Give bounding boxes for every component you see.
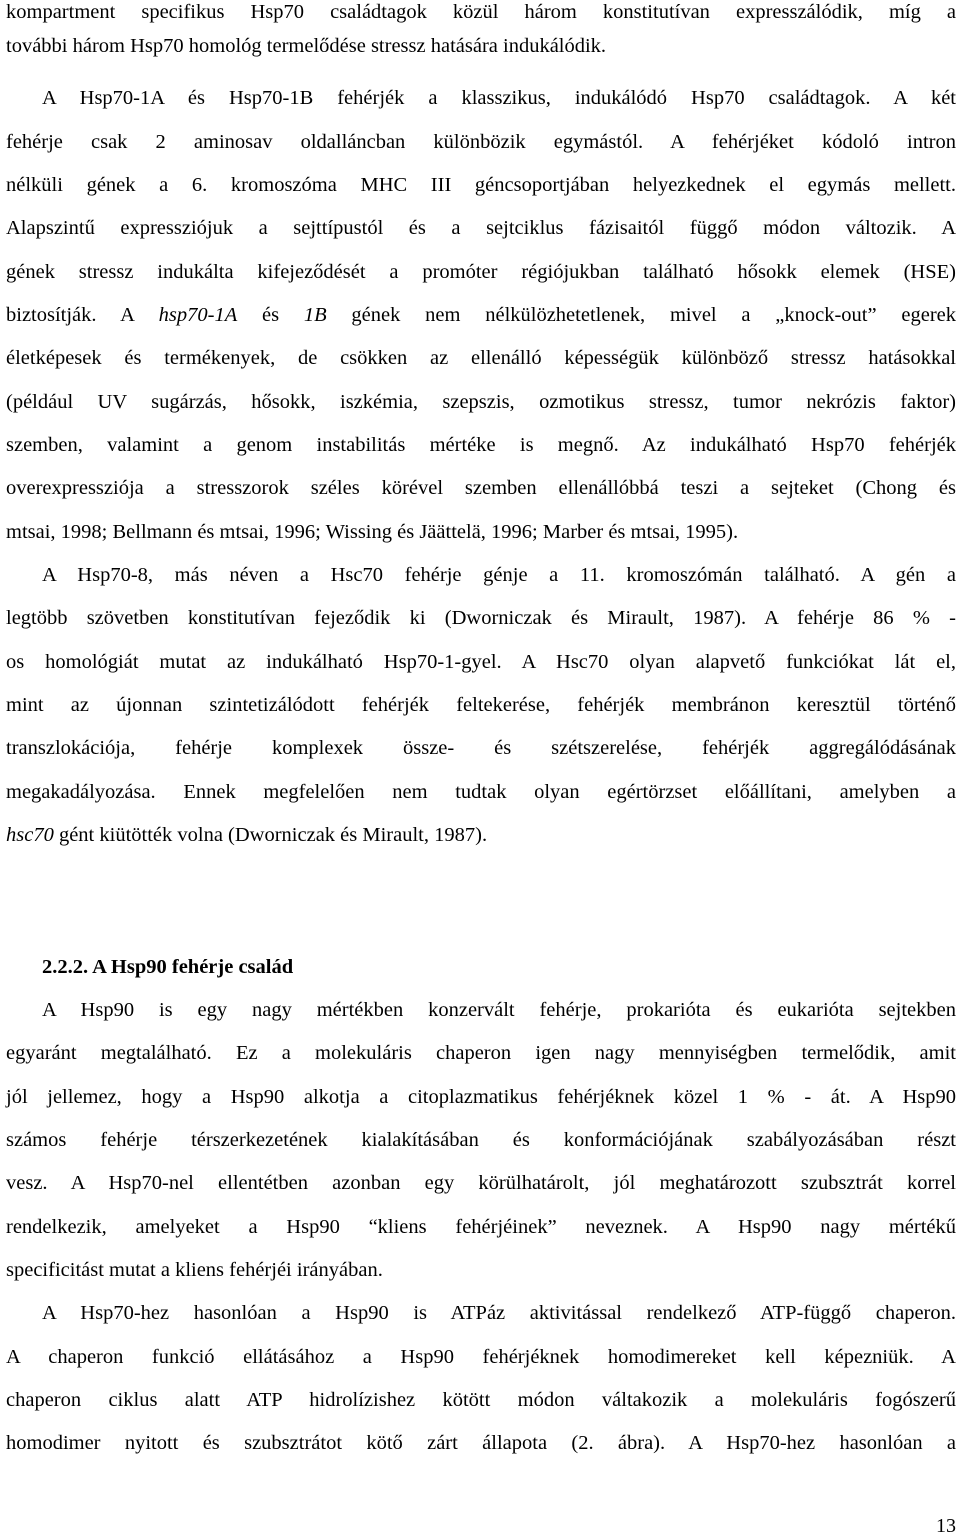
text-line: A chaperon funkció ellátásához a Hsp90 fehérjéknek homodimereket kell képezniük. A xyxy=(6,1346,956,1368)
text-line: szemben, valamint a genom instabilitás mértéke is megnő. Az indukálható Hsp70 fehérjék xyxy=(6,434,956,456)
text-line: transzlokációja, fehérje komplexek össze- és szétszerelése, fehérjék aggregálódásának xyxy=(6,737,956,759)
gene-name-italic: 1B xyxy=(303,304,327,326)
text-line: chaperon ciklus alatt ATP hidrolízishez kötött módon váltakozik a molekuláris fogószerű xyxy=(6,1389,956,1411)
text-segment: gént kiütötték volna (Dworniczak és Mirault, 1987). xyxy=(53,824,488,846)
text-line: egyaránt megtalálható. Ez a molekuláris chaperon igen nagy mennyiségben termelődik, amit xyxy=(6,1042,956,1064)
text-line: A Hsp70-1A és Hsp70-1B fehérjék a klasszikus, indukálódó Hsp70 családtagok. A két xyxy=(42,87,956,109)
text-line: kompartment specifikus Hsp70 családtagok közül három konstitutívan expresszálódik, míg a xyxy=(6,1,956,23)
text-line: os homológiát mutat az indukálható Hsp70-1-gyel. A Hsc70 olyan alapvető funkciókat lát el, xyxy=(6,651,956,673)
section-heading: 2.2.2. A Hsp90 fehérje család xyxy=(42,956,294,978)
text-line: Alapszintű expressziójuk a sejttípustól és a sejtciklus fázisaitól függő módon változik. A xyxy=(6,217,956,239)
text-line: overexpressziója a stresszorok széles körével szemben ellenállóbbá teszi a sejteket (Chong és xyxy=(6,477,956,499)
text-line: fehérje csak 2 aminosav oldalláncban különbözik egymástól. A fehérjéket kódoló intron xyxy=(6,131,956,153)
text-line: mtsai, 1998; Bellmann és mtsai, 1996; Wissing és Jäättelä, 1996; Marber és mtsai, 1995). xyxy=(6,521,739,543)
text-line-with-italics xyxy=(6,823,956,847)
text-line: homodimer nyitott és szubsztrátot kötő zárt állapota (2. ábra). A Hsp70-hez hasonlóan a xyxy=(6,1432,956,1454)
text-line: számos fehérje térszerkezetének kialakításában és konformációjának szabályozásában részt xyxy=(6,1129,956,1151)
text-line: gének stressz indukálta kifejeződését a promóter régiójukban található hősokk elemek (HSE) xyxy=(6,261,956,283)
text-segment: gének nem nélkülözhetetlenek, mivel a „knock-out” egerek xyxy=(326,304,957,326)
text-line: (például UV sugárzás, hősokk, iszkémia, szepszis, ozmotikus stressz, tumor nekrózis faktor) xyxy=(6,391,956,413)
text-line: A Hsp70-hez hasonlóan a Hsp90 is ATPáz aktivitással rendelkező ATP-függő chaperon. xyxy=(42,1302,956,1324)
text-line: nélküli gének a 6. kromoszóma MHC III géncsoportjában helyezkednek el egymás mellett. xyxy=(6,174,956,196)
text-line: életképesek és termékenyek, de csökken az ellenálló képességük különböző stressz hatásokkal xyxy=(6,347,956,369)
text-line: specificitást mutat a kliens fehérjéi irányában. xyxy=(6,1259,383,1281)
page-number: 13 xyxy=(936,1515,956,1537)
text-line: mint az újonnan szintetizálódott fehérjék feltekerése, fehérjék membránon keresztül történő xyxy=(6,694,956,716)
text-line-with-italics xyxy=(6,303,956,327)
text-line: vesz. A Hsp70-nel ellentétben azonban egy körülhatárolt, jól meghatározott szubsztrát korrel xyxy=(6,1172,956,1194)
text-line: jól jellemez, hogy a Hsp90 alkotja a citoplazmatikus fehérjéknek közel 1 % - át. A Hsp90 xyxy=(6,1086,956,1108)
gene-name-italic: hsp70-1A xyxy=(158,304,238,326)
text-line: A Hsp70-8, más néven a Hsc70 fehérje génje a 11. kromoszómán található. A gén a xyxy=(42,564,956,586)
text-line: megakadályozása. Ennek megfelelően nem tudtak olyan egértörzset előállítani, amelyben a xyxy=(6,781,956,803)
text-line: további három Hsp70 homológ termelődése stressz hatására indukálódik. xyxy=(6,35,607,57)
text-segment: biztosítják. A xyxy=(6,304,159,326)
text-segment: és xyxy=(237,304,304,326)
gene-name-italic: hsc70 xyxy=(6,824,54,846)
text-line: A Hsp90 is egy nagy mértékben konzervált fehérje, prokarióta és eukarióta sejtekben xyxy=(42,999,956,1021)
text-line: legtöbb szövetben konstitutívan fejeződik ki (Dworniczak és Mirault, 1987). A fehérje 86 % - xyxy=(6,607,956,629)
text-line: rendelkezik, amelyeket a Hsp90 “kliens fehérjéinek” neveznek. A Hsp90 nagy mértékű xyxy=(6,1216,956,1238)
